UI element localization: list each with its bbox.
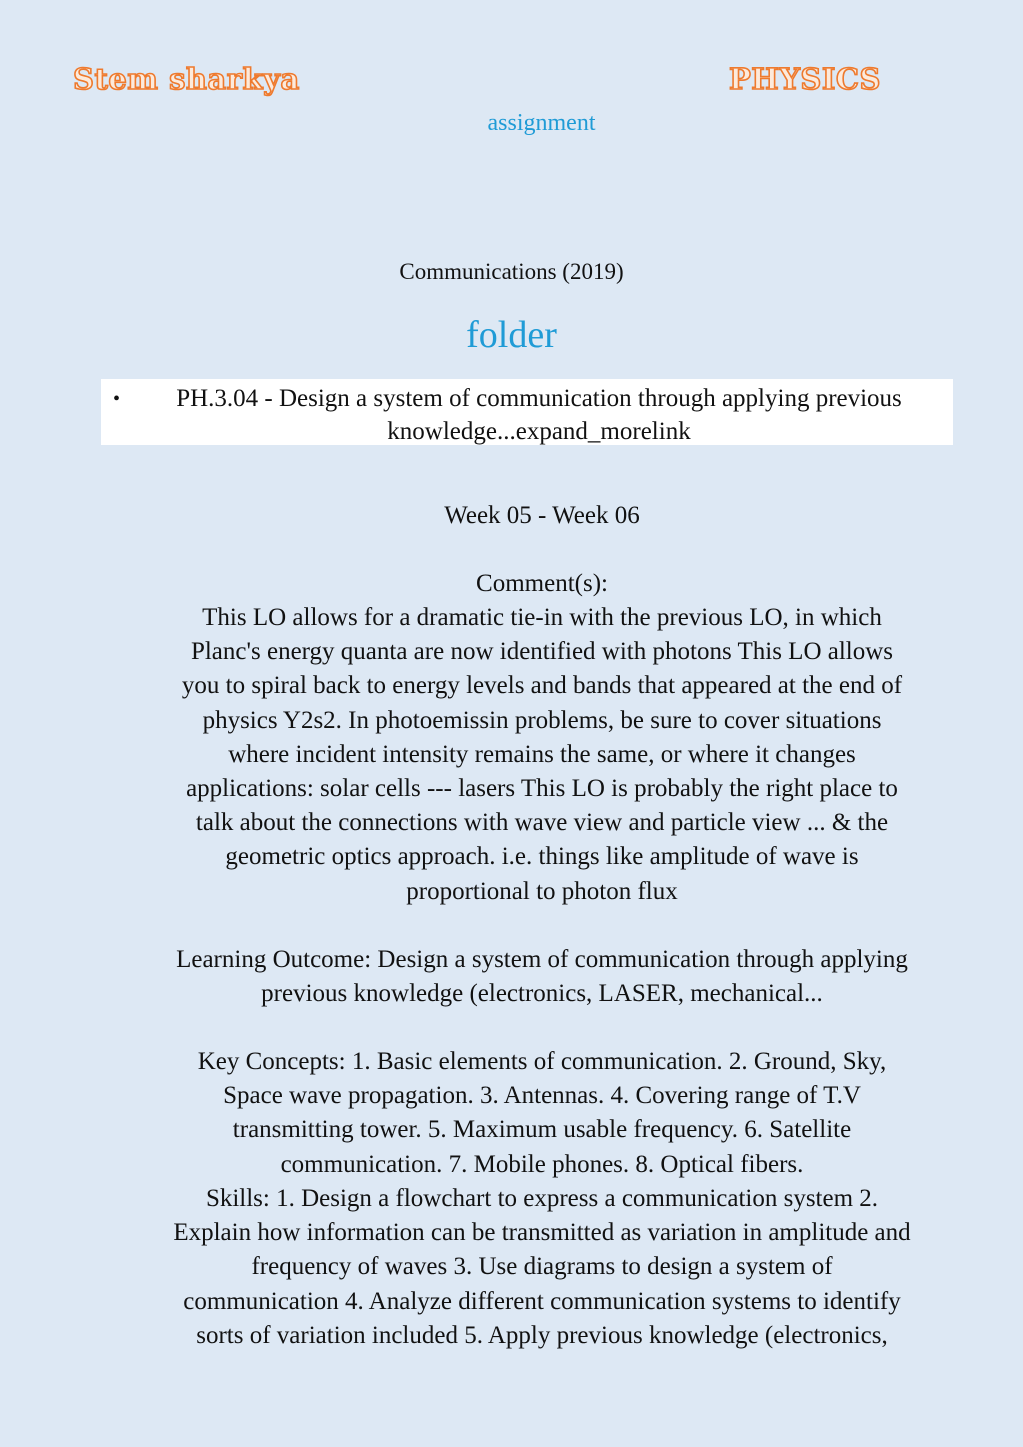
skills-line: Explain how information can be transmitted as variation in amplitude and (173, 1219, 911, 1247)
skills-line: communication 4. Analyze different communication systems to identify (183, 1287, 901, 1315)
unit-title: Communications (2019) (399, 259, 624, 284)
key-concepts-line: communication. 7. Mobile phones. 8. Optical fibers. (280, 1150, 804, 1178)
comment-line: geometric optics approach. i.e. things like amplitude of wave is (225, 843, 859, 871)
skills-line: Skills: 1. Design a flowchart to express a communication system 2. (205, 1185, 879, 1212)
brand-name: Stem sharkya (73, 62, 300, 96)
comment-line: applications: solar cells --- lasers This LO is probably the right place to (186, 775, 898, 803)
learning-outcome-line: previous knowledge (electronics, LASER, mechanical... (261, 980, 823, 1008)
comment-line: you to spiral back to energy levels and bands that appeared at the end of (181, 672, 903, 700)
comment-line: physics Y2s2. In photoemissin problems, be sure to cover situations (202, 706, 882, 734)
objective-link[interactable] (131, 382, 947, 448)
subject-title: PHYSICS (729, 62, 881, 96)
comment-line: Planc's energy quanta are now identified with photons This LO allows (190, 638, 894, 666)
objective-card (101, 379, 953, 445)
comments-heading: Comment(s): (476, 570, 608, 597)
skills-line: sorts of variation included 5. Apply previous knowledge (electronics, (196, 1321, 888, 1349)
bullet-icon: • (113, 388, 121, 410)
skills (126, 1182, 958, 1353)
comments-body (126, 601, 958, 909)
objective-line: PH.3.04 - Design a system of communication through applying previous (176, 385, 902, 412)
objective-line: knowledge...expand_morelink (387, 418, 691, 445)
learning-outcome-line: Learning Outcome: Design a system of communication through applying (176, 946, 908, 973)
assignment-subtitle: assignment (487, 110, 596, 136)
week-range: Week 05 - Week 06 (444, 502, 640, 529)
key-concepts (126, 1045, 958, 1182)
key-concepts-line: Key Concepts: 1. Basic elements of communication. 2. Ground, Sky, (197, 1048, 887, 1075)
skills-line: frequency of waves 3. Use diagrams to design a system of (251, 1253, 833, 1281)
comment-line: where incident intensity remains the same, or where it changes (228, 740, 856, 768)
learning-outcome (126, 943, 958, 1011)
key-concepts-line: Space wave propagation. 3. Antennas. 4. Covering range of T.V (223, 1082, 861, 1110)
comment-line: proportional to photon flux (406, 877, 678, 905)
comment-line: talk about the connections with wave view and particle view ... & the (195, 809, 889, 837)
key-concepts-line: transmitting tower. 5. Maximum usable frequency. 6. Satellite (232, 1116, 852, 1144)
comment-line: This LO allows for a dramatic tie-in with the previous LO, in which (202, 604, 882, 631)
folder-label: folder (466, 314, 557, 356)
